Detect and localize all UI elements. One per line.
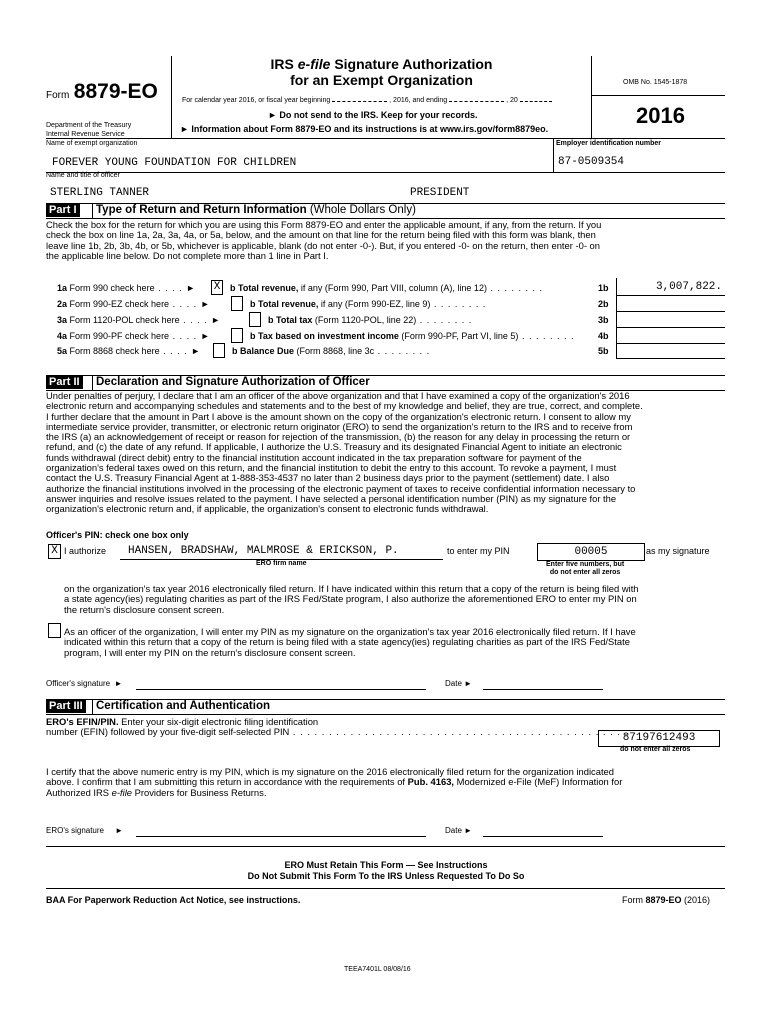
ero-firm-name[interactable]: HANSEN, BRADSHAW, MALMROSE & ERICKSON, P. — [128, 545, 399, 557]
calendar-year-line: For calendar year 2016, or fiscal year beginning , 2016, and ending , 20 — [182, 97, 552, 104]
part2-title: Declaration and Signature Authorization of Officer — [96, 376, 370, 388]
line-num: 4a Form 990-PF check here . . . . ► — [57, 331, 210, 341]
ero-signature-line[interactable] — [136, 836, 426, 837]
ero-date-line[interactable] — [483, 836, 603, 837]
baa-notice: BAA For Paperwork Reduction Act Notice, see instructions. — [46, 895, 301, 905]
line-b-desc: b Total tax (Form 1120-POL, line 22) . . . . . . . . — [268, 315, 473, 325]
declaration-text: Under penalties of perjury, I declare that I am an officer of the above organization and that I have examined a copy of the organization's 2016 electronic return and accompanying schedules and statements and to the best of my knowledge and belief, they are true, correct, and complete. I further declare that the amount in Part I above is the amount shown on the copy of the organization's electronic return. I consent to allow my intermediate service provider, transmitter, or electronic return originator (ERO) to send the organization's return to the IRS and to receive from the IRS (a) an acknowledgement of receipt or reason for rejection of the transmission, (b) the reason for any delay in processing the return or refund, and (c) the date of any refund. If applicable, I authorize the U.S. Treasury and its designated Financial Agent to initiate an electronic funds withdrawal (direct debit) entry to the financial institution account indicated in the tax preparation software for payment of the organization's federal taxes owed on this return, and the financial institution to debit the entry to this account. To revoke a payment, I must contact the U.S. Treasury Financial Agent at 1-888-353-4537 no later than 2 business days prior to the payment (settlement) date. I also authorize the financial institutions involved in the processing of the electronic payment of taxes to receive confidential information necessary to answer inquiries and resolve issues related to the payment. I have selected a personal identification number (PIN) as my signature for the organization's electronic return and, if applicable, the organization's consent to electronic funds withdrawal. — [46, 390, 643, 515]
form-label: Form 8879-EO — [46, 80, 158, 103]
information-note: ► Information about Form 8879-EO and its instructions is at www.irs.gov/form8879eo. — [180, 124, 549, 134]
do-not-send-note: ► Do not send to the IRS. Keep for your records. — [268, 110, 478, 120]
ein-value[interactable]: 87-0509354 — [558, 156, 625, 168]
part3-title: Certification and Authentication — [96, 700, 270, 712]
no-zeros-note: do not enter all zeros — [620, 746, 691, 753]
part3-tag: Part III — [46, 699, 86, 713]
line-num: 2a Form 990-EZ check here . . . . ► — [57, 299, 210, 309]
to-enter-pin: to enter my PIN — [447, 546, 510, 556]
officer-signature-line[interactable] — [136, 689, 426, 690]
ero-date-label: Date ► — [445, 826, 473, 835]
org-name-value[interactable]: FOREVER YOUNG FOUNDATION FOR CHILDREN — [52, 157, 297, 169]
part1-title: Type of Return and Return Information (Whole Dollars Only) — [96, 204, 416, 216]
department: Department of the Treasury Internal Revenue Service — [46, 122, 132, 138]
authorize-ero-checkbox[interactable]: X — [48, 544, 61, 559]
omb-number: OMB No. 1545-1878 — [623, 79, 688, 86]
part1-instructions: Check the box for the return for which you are using this Form 8879-EO and enter the applicable amount, if any, from the return. If you check the box on line 1a, 2a, 3a, 4a, or 5a, below, and the amount on that line for the return being filed with this form was blank, then leave line 1b, 2b, 3b, 4b, or 5b, whichever is applicable, blank (do not enter -0-). But, if you entered -0- on the return, then enter -0- on the applicable line below. Do not complete more than 1 line in Part I. — [46, 219, 602, 261]
part2-tag: Part II — [46, 375, 83, 389]
form-number: 8879-EO — [73, 80, 158, 103]
officer-pin-field[interactable]: 00005 — [537, 543, 645, 561]
officer-label: Name and title of officer — [46, 172, 120, 179]
line-5a-checkbox[interactable] — [213, 343, 225, 358]
officer-title[interactable]: PRESIDENT — [410, 187, 470, 199]
officer-signature-label: Officer's signature ► — [46, 679, 123, 688]
officer-date-label: Date ► — [445, 679, 473, 688]
ero-signature-label: ERO's signature ► — [46, 826, 124, 835]
line-ref: 4b — [598, 331, 609, 341]
fiscal-end-field[interactable] — [449, 101, 504, 102]
officer-enter-pin-checkbox[interactable] — [48, 623, 61, 638]
line-b-desc: b Total revenue, if any (Form 990, Part VIII, column (A), line 12) . . . . . . . . — [230, 283, 543, 293]
line-b-desc: b Tax based on investment income (Form 990-PF, Part VI, line 5) . . . . . . . . — [250, 331, 575, 341]
ero-firm-label: ERO firm name — [256, 560, 307, 567]
line-num: 3a Form 1120-POL check here . . . . ► — [57, 315, 221, 325]
five-numbers-note: Enter five numbers, but do not enter all zeros — [546, 561, 625, 576]
line-4a-checkbox[interactable] — [231, 328, 243, 343]
footer-form-number: Form 8879-EO (2016) — [622, 895, 711, 905]
org-name-label: Name of exempt organization — [46, 140, 138, 147]
fiscal-begin-field[interactable] — [332, 101, 387, 102]
form-code: TEEA7401L 08/08/16 — [344, 966, 411, 973]
line-num: 5a Form 8868 check here . . . . ► — [57, 346, 201, 356]
as-my-signature: as my signature — [646, 546, 710, 556]
authorize-label: I authorize — [64, 546, 107, 556]
line-3a-checkbox[interactable] — [249, 312, 261, 327]
part1-tag: Part I — [46, 203, 80, 217]
line-2a-checkbox[interactable] — [231, 296, 243, 311]
line-ref: 1b — [598, 283, 609, 293]
certify-text: I certify that the above numeric entry is my PIN, which is my signature on the 2016 electronically filed return for the organization indicated above. I confirm that I am submitting this return in accordance with the requirements of Pub. 4163, Modernized e-File (MeF) Information for Authorized IRS e-file Providers for Business Returns. — [46, 766, 623, 798]
ein-label: Employer identification number — [556, 140, 662, 147]
line-b-desc: b Balance Due (Form 8868, line 3c . . . . . . . . — [232, 346, 431, 356]
line-ref: 5b — [598, 346, 609, 356]
efin-pin-field[interactable]: 87197612493 — [598, 730, 720, 747]
line-num: 1a Form 990 check here . . . . ► — [57, 283, 196, 293]
option1-text: on the organization's tax year 2016 electronically filed return. If I have indicated within this return that a copy of the return is being filed with a state agency(ies) regulating charities as part of the IRS Fed/State program, I also authorize the aforementioned ERO to enter my PIN on the return's disclosure consent screen. — [64, 583, 639, 615]
line-ref: 3b — [598, 315, 609, 325]
line-ref: 2b — [598, 299, 609, 309]
option2-text: As an officer of the organization, I will enter my PIN as my signature on the organization's tax year 2016 electronically filed return. If I have indicated within this return that a copy of the return is being filed with a state agency(ies) regulating charities as part of the IRS Fed/State program, I will enter my PIN on the return's disclosure consent screen. — [64, 626, 636, 658]
line-1b-amount[interactable]: 3,007,822. — [655, 281, 722, 293]
line-b-desc: b Total revenue, if any (Form 990-EZ, line 9) . . . . . . . . — [250, 299, 487, 309]
form-title: IRS e-file Signature Authorization for an Exempt Organization — [270, 56, 493, 88]
officer-date-line[interactable] — [483, 689, 603, 690]
retain-notice: ERO Must Retain This Form — See Instructions Do Not Submit This Form To the IRS Unless Requested To Do So — [247, 860, 525, 881]
pin-heading: Officer's PIN: check one box only — [46, 530, 189, 540]
fiscal-end-year-field[interactable] — [520, 101, 552, 102]
tax-year: 2016 — [636, 103, 685, 128]
officer-name[interactable]: STERLING TANNER — [50, 187, 150, 199]
efin-text: ERO's EFIN/PIN. Enter your six-digit electronic filing identification number (EFIN) followed by your five-digit self-selected PIN . . . . . . . . . . . . . . . . . . . . . . . . . . . . . . . . . . . . . . . . . . . . . . . — [46, 716, 629, 738]
line-1a-checkbox[interactable]: X — [211, 280, 223, 295]
